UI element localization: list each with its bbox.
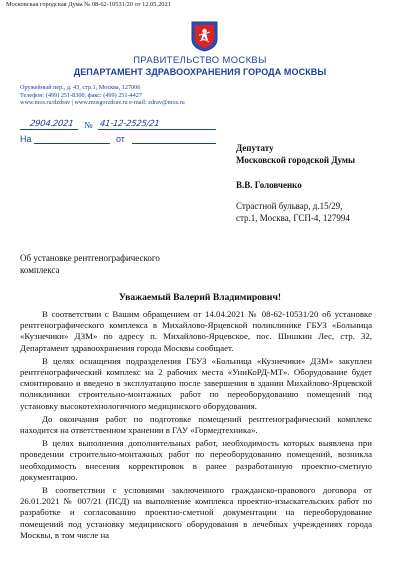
body-paragraph-3: До окончания работ по подготовке помещений рентгенографический комплекс находится на ответственном хранении в ГАУ «Гормедтехника». xyxy=(20,413,372,436)
recipient-address-line-1: Страстной бульвар, д.15/29, xyxy=(236,201,343,211)
registration-date: 2904.2021 xyxy=(29,118,75,128)
addressee-line-1: Депутату xyxy=(236,143,274,153)
reference-from-underline xyxy=(132,143,216,144)
recipient-address xyxy=(236,200,350,224)
reference-in-underline xyxy=(34,143,110,144)
body-paragraph-1: В соответствии с Вашим обращением от 14.04.2021 № 08-62-10531/20 об установке рентгенографического комплекса в Михайлово-Ярцевской поликлинике ГБУЗ «Больница «Кузнечики» ДЗМ» по адресу п. Михайлово-Ярцевское, пос. Шишкин Лес, стр. 32, Департамент здравоохранения города Москвы сообщает. xyxy=(20,309,372,353)
body-paragraph-5: В соответствии с условиями заключенного гражданско-правового договора от 26.01.2021 № 007/21 (ПСД) на выполнение комплекса проектно-изыскательских работ по разработке и согласованию проектно-сметной документации на переоборудование помещений под установку медицинского оборудования в лечебных учреждениях города Москвы, в том числе на xyxy=(20,485,372,540)
subject-line-2: комплекса xyxy=(20,265,60,275)
letterhead-address: Оружейный пер., д. 43, стр.1, Москва, 127006 xyxy=(20,84,141,91)
letter-subject xyxy=(20,252,160,276)
body-paragraph-2: В целях оснащения подразделения ГБУЗ «Больница «Кузнечики» ДЗМ» закуплен рентгенографический комплекс на 2 рабочих места «УниКоРД-МТ». Оборудование будет смонтировано и введено в эксплуатацию после завершения в здании Михайлово-Ярцевской поликлиники строительно-монтажных работ по переоборудованию помещений под установку высокотехнологичного медицинского оборудования. xyxy=(20,355,372,411)
letterhead-department: ДЕПАРТАМЕНТ ЗДРАВООХРАНЕНИЯ ГОРОДА МОСКВЫ xyxy=(73,67,327,77)
recipient-name: В.В. Головченко xyxy=(236,180,302,190)
registration-number-underline xyxy=(98,129,216,130)
reference-in-label: На xyxy=(20,134,32,144)
registration-number: 41-12-2525/21 xyxy=(99,118,161,128)
addressee-title xyxy=(236,142,355,166)
subject-line-1: Об установке рентгенографического xyxy=(20,253,160,263)
reference-line xyxy=(20,134,220,146)
letterhead-government: ПРАВИТЕЛЬСТВО МОСКВЫ xyxy=(133,54,267,65)
fax-header: Московская городская Дума № 08-62-10531/20 от 12.05.2021 xyxy=(6,1,171,8)
letterhead-phone: Телефон: (499) 251-8300, факс: (499) 251-4427 xyxy=(20,91,142,99)
letterhead-web: www.mos.ru/dzdrav | www.mosgorzdrav.ru e-mail: zdrav@mos.ru xyxy=(20,99,185,107)
letterhead-contacts xyxy=(20,84,185,107)
body-paragraph-4: В целях выполнения дополнительных работ, необходимость которых выявлена при проведении строительно-монтажных работ по переоборудованию помещений, возникла необходимость внесения корректировок в ранее разработанную проектно-сметную документацию. xyxy=(20,438,372,482)
recipient-address-line-2: стр.1, Москва, ГСП-4, 127994 xyxy=(236,213,350,223)
greeting: Уважаемый Валерий Владимирович! xyxy=(118,292,282,303)
addressee-line-2: Московской городской Думы xyxy=(236,155,356,165)
registration-date-underline xyxy=(20,129,78,130)
registration-number-sign: № xyxy=(84,120,93,130)
reference-from-label: от xyxy=(116,134,125,144)
moscow-coat-of-arms-icon xyxy=(191,21,218,52)
letter-body xyxy=(20,309,372,543)
